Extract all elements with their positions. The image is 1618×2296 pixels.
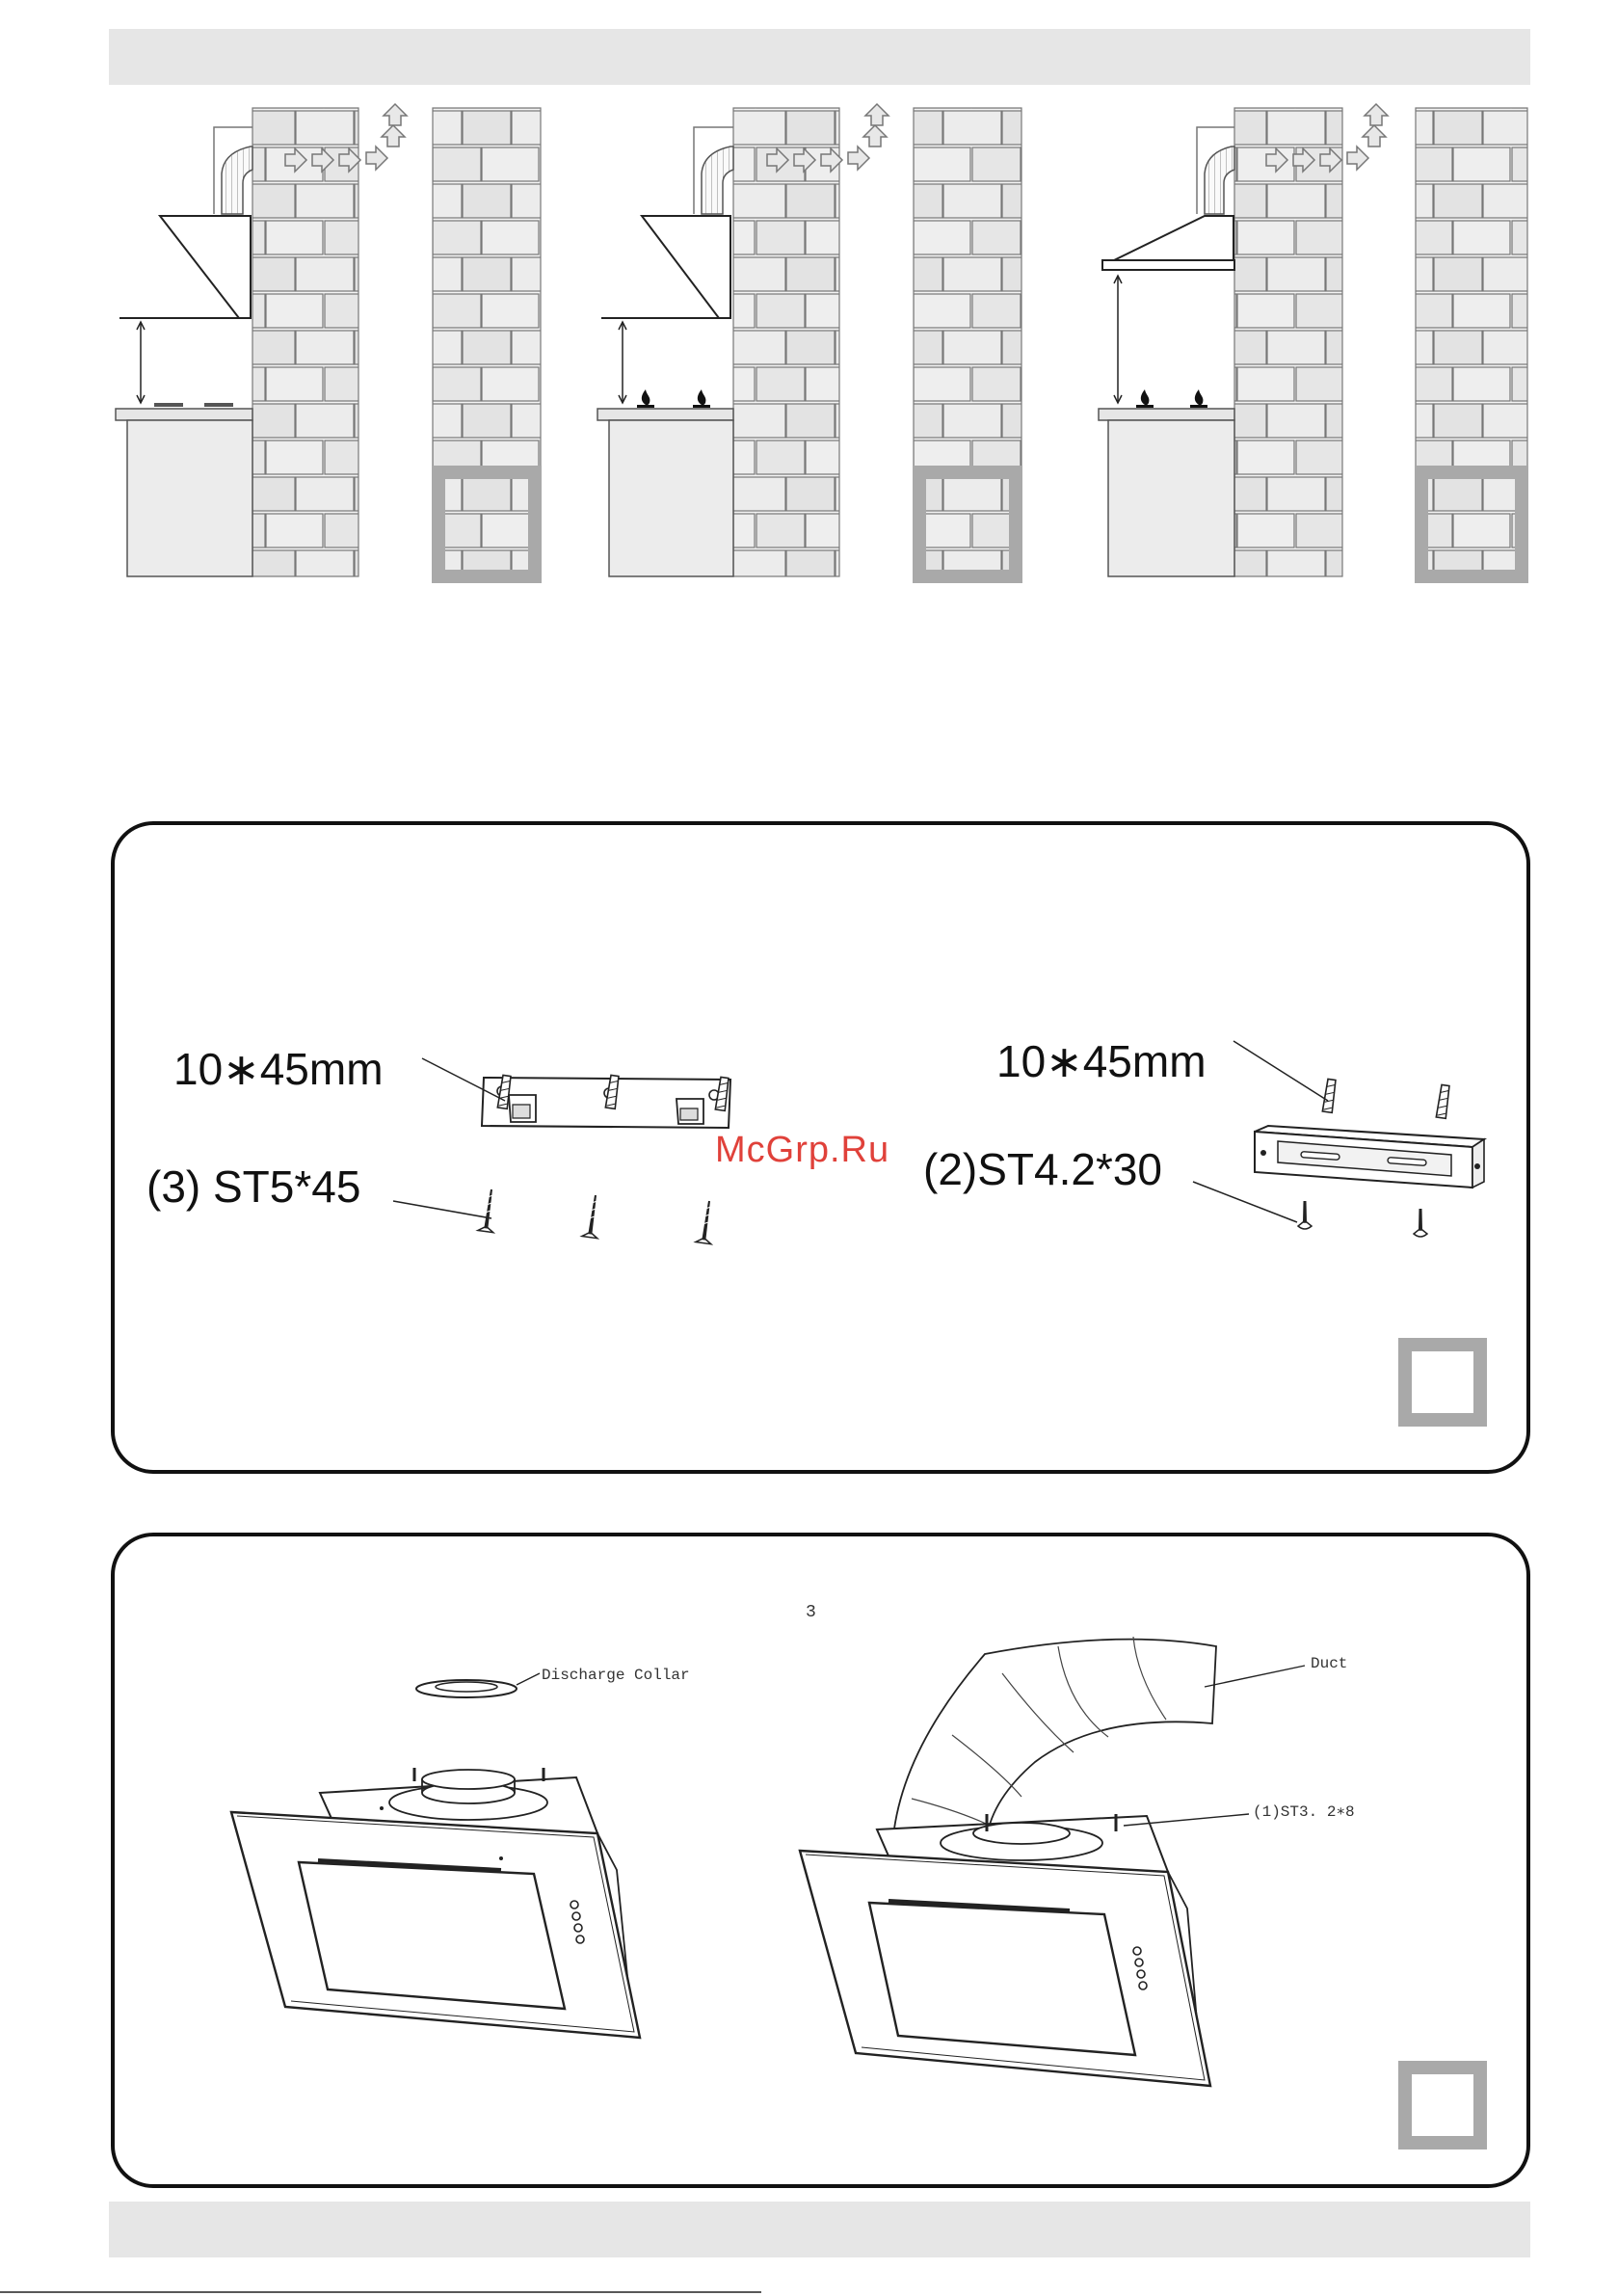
step-indicator-box-3	[1398, 2061, 1487, 2149]
screw-size-label-right: (2)ST4.2*30	[923, 1144, 1163, 1194]
screw-size-label-left: (3) ST5*45	[146, 1161, 361, 1212]
anchor-size-label-left: 10∗45mm	[173, 1044, 384, 1094]
anchor-size-label-right: 10∗45mm	[996, 1036, 1207, 1086]
step-number-label: 3	[806, 1603, 816, 1622]
discharge-collar	[416, 1673, 540, 1697]
discharge-collar-label: Discharge Collar	[542, 1667, 690, 1684]
watermark: McGrp.Ru	[715, 1130, 890, 1170]
duct-screw-label: (1)ST3. 2∗8	[1253, 1803, 1355, 1821]
hood-right	[800, 1814, 1249, 2086]
hood-left	[231, 1768, 640, 2038]
duct-label: Duct	[1311, 1655, 1348, 1672]
duct	[892, 1637, 1305, 1847]
